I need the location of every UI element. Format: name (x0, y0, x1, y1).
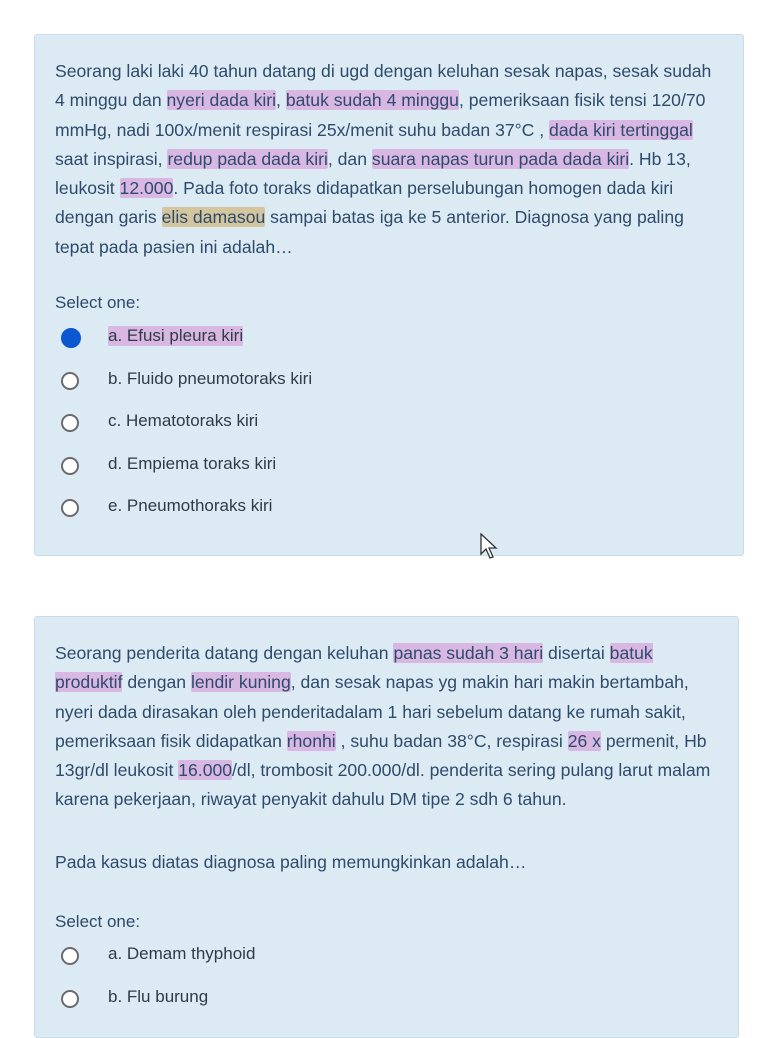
answer-option-label: d. Empiema toraks kiri (108, 453, 277, 473)
question-2-text (55, 639, 720, 815)
question-text-segment: , dan (327, 148, 372, 169)
question-text-segment: saat inspirasi, (55, 148, 168, 169)
highlighted-text: 16.000 (178, 760, 233, 781)
question-1-text (55, 57, 725, 262)
radio-button[interactable] (61, 499, 79, 517)
highlighted-text: batuk sudah 4 minggu (285, 90, 459, 111)
question-text-segment: , dan sesak napas yg makin hari makin bertambah, nyeri dada dirasakan oleh penderitadalam 1 hari sebelum datang ke rumah sakit, pemeriksaan fisik didapatkan (55, 672, 689, 751)
answer-option-label: a. Demam thyphoid (108, 944, 256, 963)
answer-option[interactable] (61, 941, 661, 971)
radio-button[interactable] (61, 372, 79, 390)
radio-button[interactable] (61, 414, 79, 432)
radio-button[interactable] (61, 457, 79, 475)
question-text-segment: , (276, 90, 286, 111)
question-text-segment: disertai (543, 643, 610, 663)
select-one-label: Select one: (55, 912, 141, 931)
answer-option-label: b. Fluido pneumotoraks kiri (108, 368, 313, 388)
highlighted-text: rhonhi (286, 730, 336, 751)
highlighted-text: batuk produktif (55, 643, 653, 693)
question-text-segment: . Pada foto toraks didapatkan perselubungan homogen dada kiri dengan garis (55, 178, 674, 228)
highlighted-text: lendir kuning (190, 672, 291, 693)
answer-option-label: e. Pneumothoraks kiri (108, 496, 273, 515)
question-text-segment: , pemeriksaan fisik tensi 120/70 mmHg, nadi 100x/menit respirasi 25x/menit suhu badan 37°C , (55, 90, 706, 140)
answer-option[interactable] (61, 366, 661, 396)
question-text-segment: Seorang laki laki 40 tahun datang di ugd dengan keluhan sesak napas, sesak sudah 4 minggu dan (55, 61, 712, 111)
radio-button[interactable] (61, 990, 79, 1008)
answer-option[interactable] (61, 323, 661, 353)
highlighted-text: 26 x (567, 730, 601, 751)
question-text-segment: /dl, trombosit 200.000/dl. penderita sering pulang larut malam karena pekerjaan, riwayat penyakit dahulu DM tipe 2 sdh 6 tahun. (55, 760, 711, 810)
highlighted-text: 12.000 (119, 178, 174, 199)
question-text-segment: permenit, Hb 13gr/dl leukosit (55, 730, 707, 781)
answer-option-label: c. Hematotoraks kiri (108, 411, 259, 430)
highlighted-text: elis damasou (161, 207, 266, 228)
highlighted-text: dada kiri tertinggal (549, 119, 693, 140)
mouse-cursor-icon (480, 533, 500, 561)
question-text-segment: , suhu badan 38°C, respirasi (335, 730, 568, 751)
answer-option[interactable] (61, 984, 661, 1014)
highlighted-text: panas sudah 3 hari (393, 643, 544, 663)
question-2-prompt: Pada kasus diatas diagnosa paling memungkinkan adalah… (55, 852, 527, 872)
highlighted-text: redup pada dada kiri (167, 148, 328, 169)
radio-button[interactable] (61, 947, 79, 965)
question-text-segment: dengan (122, 672, 191, 693)
answer-option-label: b. Flu burung (108, 987, 209, 1006)
question-card-2 (34, 616, 739, 1038)
highlighted-text: suara napas turun pada dada kiri (371, 148, 630, 169)
answer-option[interactable] (61, 408, 661, 438)
select-one-label: Select one: (55, 293, 141, 312)
highlighted-text: nyeri dada kiri (166, 90, 277, 111)
answer-option-label: a. Efusi pleura kiri (108, 326, 244, 345)
question-text-segment: . Hb 13, leukosit (55, 148, 691, 199)
question-card-1 (34, 34, 744, 556)
answer-option[interactable] (61, 451, 661, 481)
question-text-segment: sampai batas iga ke 5 anterior. Diagnosa yang paling tepat pada pasien ini adalah… (55, 207, 684, 257)
question-text-segment: Seorang penderita datang dengan keluhan (55, 643, 394, 663)
radio-selected-icon[interactable] (61, 328, 81, 348)
answer-option[interactable] (61, 493, 661, 523)
